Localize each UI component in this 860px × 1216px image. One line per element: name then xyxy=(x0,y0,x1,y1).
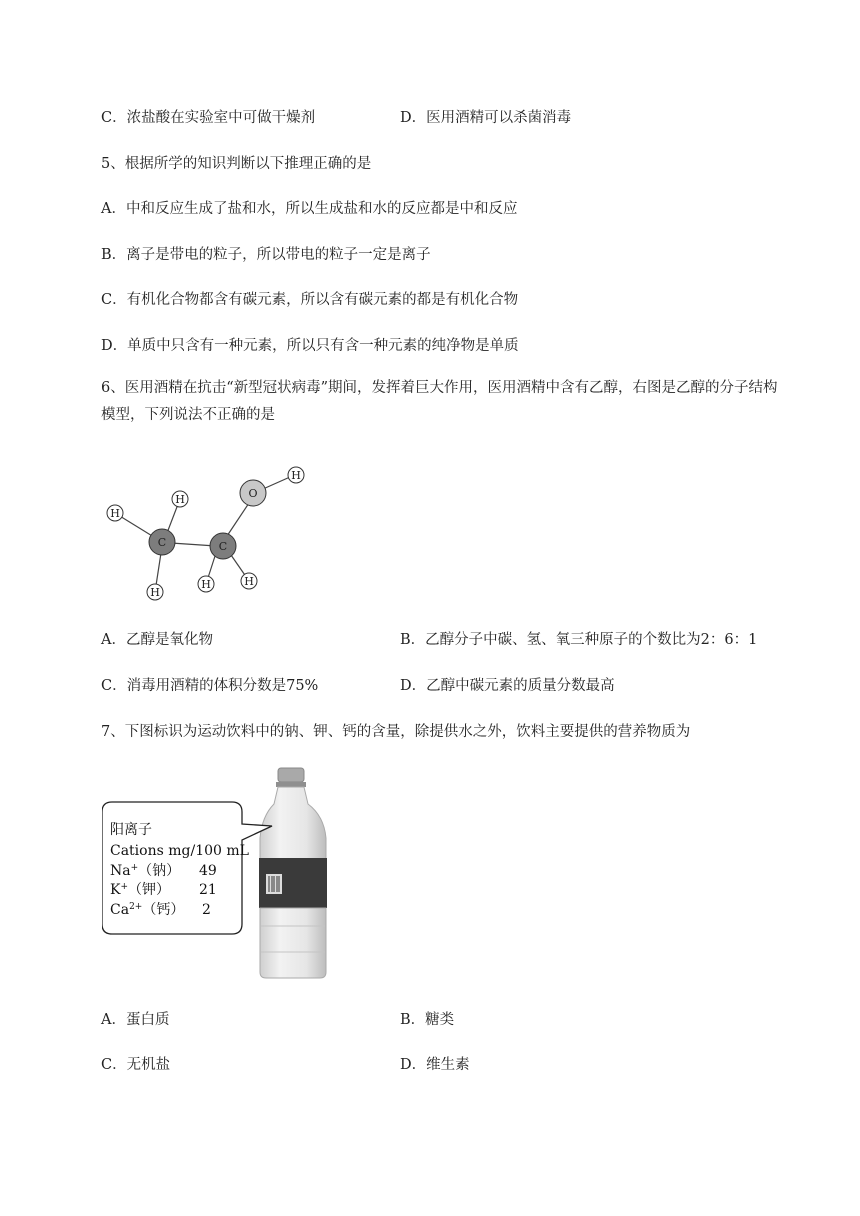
q5-option-b: B．离子是带电的粒子，所以带电的粒子一定是离子 xyxy=(101,247,431,263)
q6-option-b: B．乙醇分子中碳、氢、氧三种原子的个数比为2：6：1 xyxy=(400,632,758,648)
atom-label-h: H xyxy=(110,507,120,520)
q6-option-d: D．乙醇中碳元素的质量分数最高 xyxy=(400,678,615,694)
q7-option-a: A．蛋白质 xyxy=(101,1012,170,1028)
atom-label-h: H xyxy=(291,469,301,482)
q7-option-d: D．维生素 xyxy=(400,1057,470,1073)
atom-label-h: H xyxy=(175,493,185,506)
q7-stem: 7、下图标识为运动饮料中的钠、钾、钙的含量，除提供水之外，饮料主要提供的营养物质为 xyxy=(101,724,691,740)
label-row-ca: $Ca^{2+}$（钙） xyxy=(110,902,185,918)
label-header: Cations mg/100 mL xyxy=(110,843,249,859)
label-value-ca: 2 xyxy=(202,902,211,918)
q4-option-c: C．浓盐酸在实验室中可做干燥剂 xyxy=(101,110,316,126)
q6-stem: 6、医用酒精在抗击“新型冠状病毒”期间，发挥着巨大作用，医用酒精中含有乙醇，右图是乙醇的分子结构模型，下列说法不正确的是 xyxy=(101,380,778,423)
q7-option-c: C．无机盐 xyxy=(101,1057,171,1073)
atom-label-o: O xyxy=(248,487,258,500)
atom-label-h: H xyxy=(150,586,160,599)
atom-label-c: C xyxy=(218,540,228,553)
atom-label-h: H xyxy=(244,575,254,588)
bottle-image xyxy=(259,768,327,978)
q5-option-a: A．中和反应生成了盐和水，所以生成盐和水的反应都是中和反应 xyxy=(101,201,518,217)
q5-stem: 5、根据所学的知识判断以下推理正确的是 xyxy=(101,156,372,172)
q7-option-b: B．糖类 xyxy=(400,1012,455,1028)
label-row-na: Na+（钠） xyxy=(110,863,181,879)
q5-option-d: D．单质中只含有一种元素，所以只有含一种元素的纯净物是单质 xyxy=(101,338,519,354)
label-value-na: 49 xyxy=(199,863,217,879)
atom-label-c: C xyxy=(157,536,167,549)
q4-option-d: D．医用酒精可以杀菌消毒 xyxy=(400,110,572,126)
q6-option-c: C．消毒用酒精的体积分数是75% xyxy=(101,678,319,694)
label-row-k: K+（钾） xyxy=(110,882,171,898)
q6-option-a: A．乙醇是氧化物 xyxy=(101,632,213,648)
ethanol-molecule-model xyxy=(95,458,335,608)
sports-drink-figure xyxy=(102,764,362,984)
label-title: 阳离子 xyxy=(110,822,152,838)
q5-option-c: C．有机化合物都含有碳元素，所以含有碳元素的都是有机化合物 xyxy=(101,292,519,308)
label-value-k: 21 xyxy=(199,882,217,898)
atom-label-h: H xyxy=(201,578,211,591)
